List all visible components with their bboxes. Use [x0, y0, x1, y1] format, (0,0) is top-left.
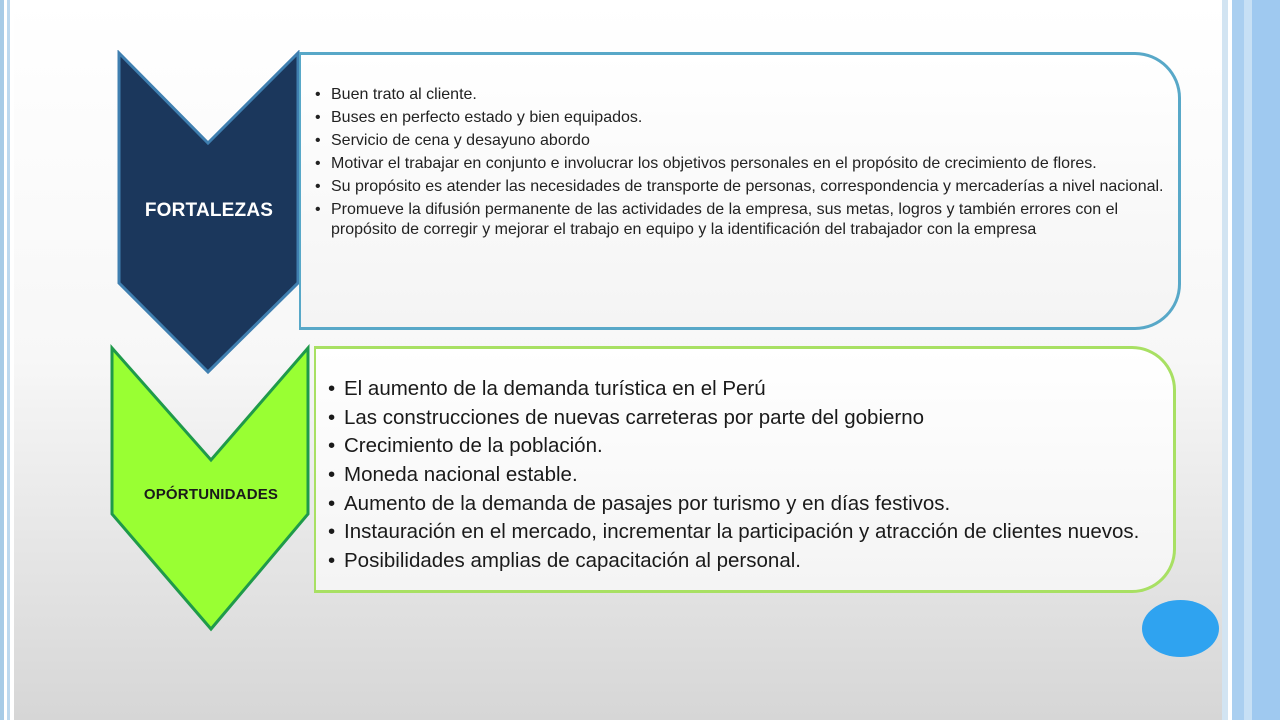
oportunidades-item: • Moneda nacional estable. [328, 463, 1163, 487]
oportunidades-item: • Posibilidades amplias de capacitación al personal. [328, 549, 1163, 573]
oportunidades-item: • Instauración en el mercado, incrementar la participación y atracción de clientes nuevos. [328, 520, 1163, 544]
oportunidades-item: • El aumento de la demanda turística en el Perú [328, 377, 1163, 401]
fortalezas-box [299, 52, 1181, 330]
fortalezas-list [315, 85, 1168, 240]
oportunidades-title: OPÓRTUNIDADES [143, 486, 279, 503]
fortalezas-item: • Su propósito es atender las necesidades de transporte de personas, correspondencia y mercaderías a nivel nacional. [315, 177, 1168, 197]
oportunidades-item: • Aumento de la demanda de pasajes por turismo y en días festivos. [328, 492, 1163, 516]
fortalezas-item: • Motivar el trabajar en conjunto e involucrar los objetivos personales en el propósito de crecimiento de flores. [315, 154, 1168, 174]
fortalezas-item: • Servicio de cena y desayuno abordo [315, 131, 1168, 151]
blue-circle-shape [1142, 600, 1219, 657]
fortalezas-item: • Buen trato al cliente. [315, 85, 1168, 105]
oportunidades-item: • Crecimiento de la población. [328, 434, 1163, 458]
fortalezas-item: • Buses en perfecto estado y bien equipados. [315, 108, 1168, 128]
fortalezas-title: FORTALEZAS [144, 200, 274, 221]
slide-right-border [1222, 0, 1280, 720]
oportunidades-list [328, 377, 1163, 573]
slide-left-border [0, 0, 14, 720]
oportunidades-box [314, 346, 1176, 593]
oportunidades-item: • Las construcciones de nuevas carreteras por parte del gobierno [328, 406, 1163, 430]
fortalezas-item: • Promueve la difusión permanente de las actividades de la empresa, sus metas, logros y también errores con el propósito de corregir y mejorar el trabajo en equipo y la identificación del trabajador con la empresa [315, 200, 1168, 240]
